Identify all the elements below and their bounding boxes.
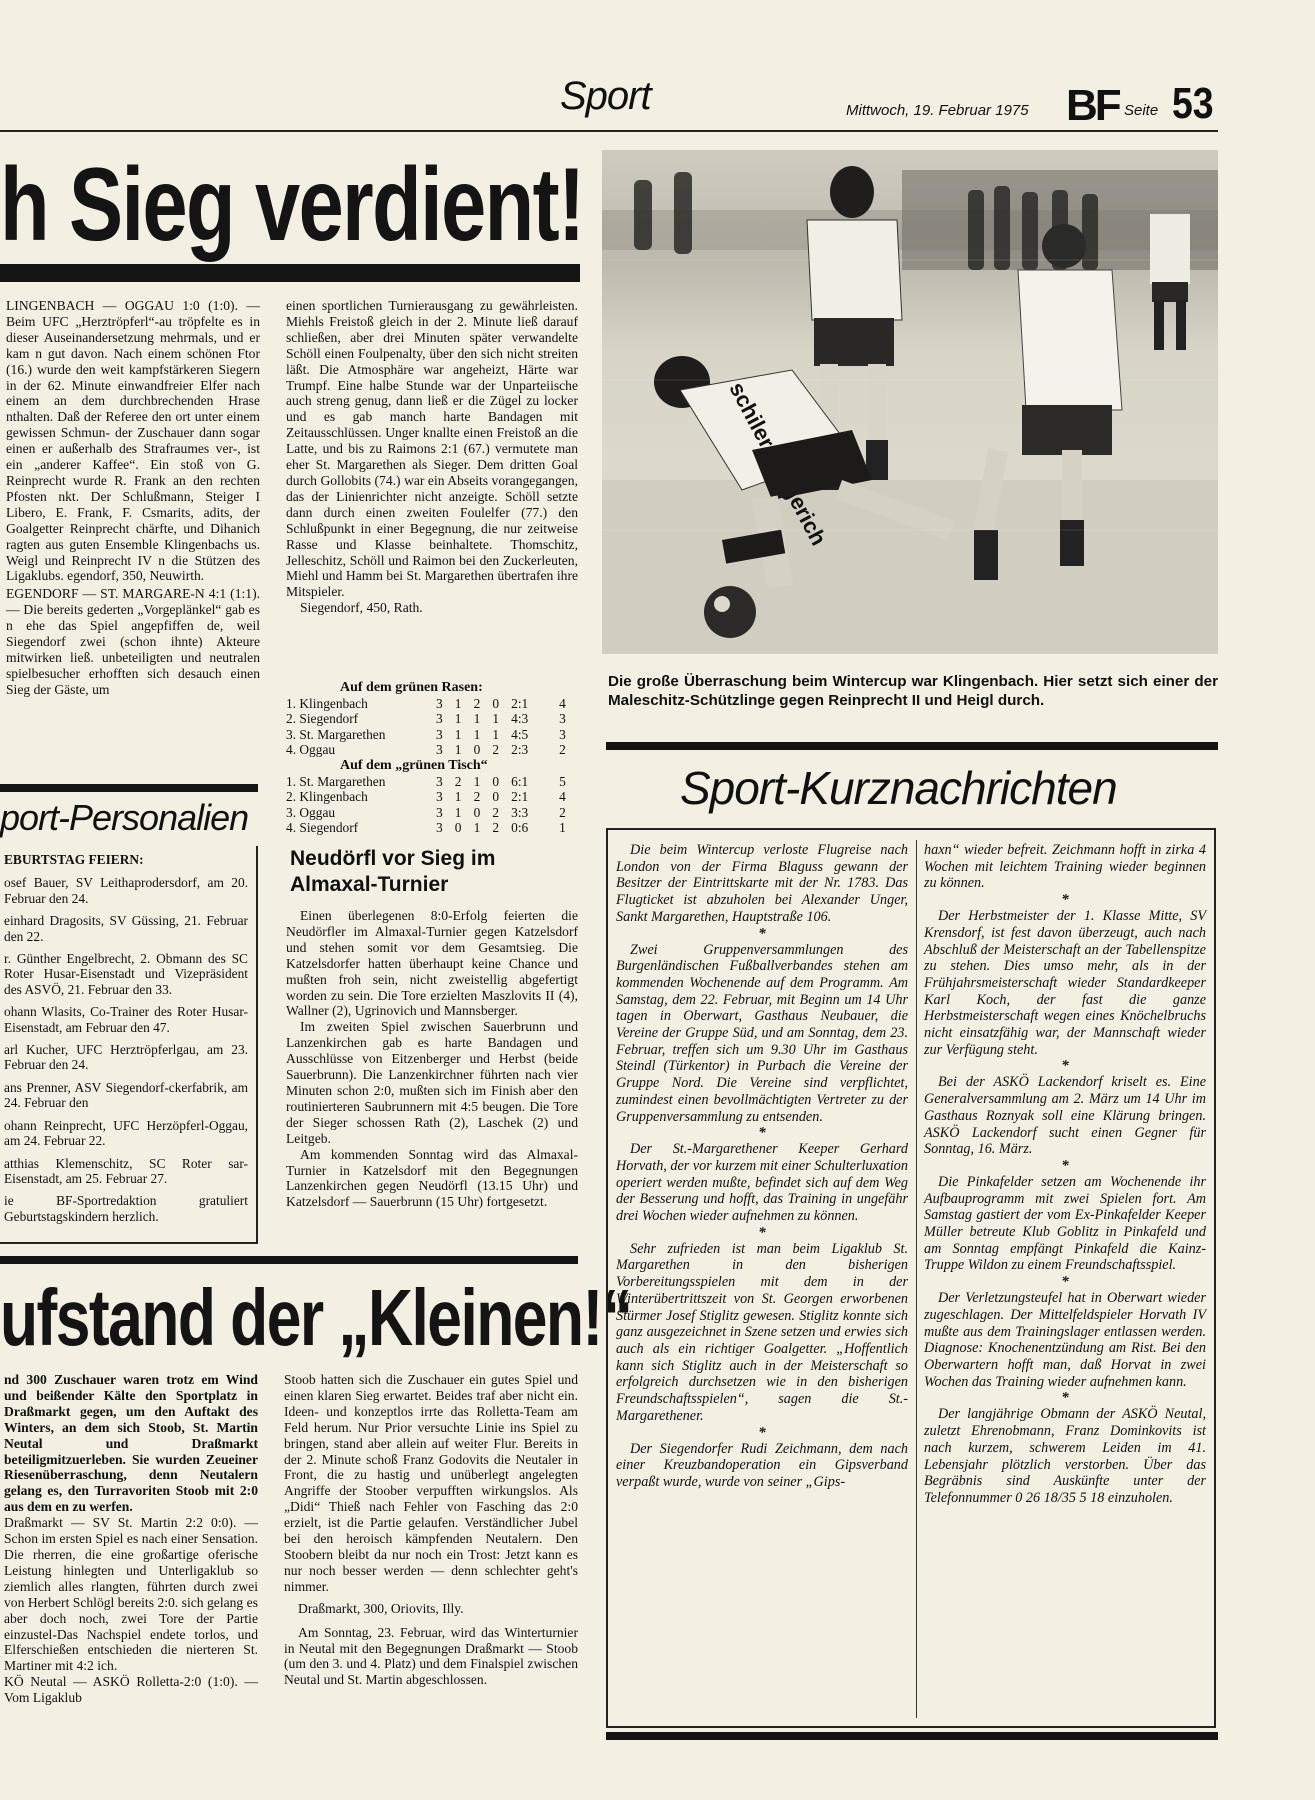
table-cell: 1 [473, 820, 481, 836]
table-cell: 3 [436, 742, 443, 758]
page-number: 53 [1172, 79, 1214, 128]
kurz-item: Der Herbstmeister der 1. Klasse Mitte, SV Krensdorf, ist fest davon überzeugt, auch nach Abschluß der Meisterschaft an der Tabellenspitze zu stehen. Dies umso mehr, als in der Frühjahrsmeisterschaft wieder Standardkeeper Karl Koch, der fast die ganze Herbstmeisterschaft wegen eines Knöchelbruchs nicht einsatzfähig war, der Mannschaft wieder zur Verfügung steht. [924, 908, 1206, 1058]
table-cell: 0 [454, 820, 462, 836]
article1-col2 [286, 298, 578, 616]
kurz-separator: * [1061, 1058, 1069, 1075]
kleinen-col2c-text: Am Sonntag, 23. Februar, wird das Winterturnier in Neutal mit den Begegnungen Draßmarkt — Stoob (um den 3. und 4. Platz) und dem Finalspiel zwischen Neutal und St. Martin abgeschlossen. [284, 1624, 578, 1688]
table-cell: 2 [454, 774, 462, 789]
headline-sieg-verdient: h Sieg verdient! [0, 147, 584, 263]
table-cell: 3 [436, 774, 443, 789]
table-cell: 1 [473, 726, 481, 742]
table-row [286, 820, 578, 835]
kurz-item: haxn“ wieder befreit. Zeichmann hofft in zirka 4 Wochen mit leichtem Training wieder beginnen zu können. [924, 842, 1206, 892]
kurz-right [924, 842, 1206, 1507]
headline2-bar [0, 1256, 578, 1264]
table-cell: 1. Klingenbach [286, 696, 368, 711]
table-cell: 2. Siegendorf [286, 711, 359, 727]
table-tisch [286, 774, 578, 836]
table-cell: 1 [492, 726, 500, 742]
personalien-top-bar [0, 784, 258, 792]
table-cell: 1 [454, 742, 462, 758]
table-cell: 3 [436, 696, 443, 711]
table-cell: 3 [436, 711, 443, 727]
kleinen-col1b-text: Draßmarkt — SV St. Martin 2:2 0:0). — Schon im ersten Spiel es nach einer Sensation. Die rherren, die eine großartige oferische Leistung hinlegten und Unterligaklub so ziemlich alles rlangten, führten durch zwei von Herbert Schlögl bereits 2:0. sich gelang es aber doch noch, zwei Tore der Partie einzustel-Das Nachspiel endete torlos, und Elferschießen entschieden die nierteren St. Martiner mit 4:2 ich. [4, 1515, 258, 1674]
personalien-item: einhard Dragosits, SV Güssing, 21. Februar den 22. [4, 913, 248, 944]
headline1-bar [0, 264, 580, 282]
table-cell: 2 [559, 742, 566, 758]
kurz-separator: * [758, 1424, 766, 1441]
table-cell: 3 [436, 804, 443, 820]
kurz-item: Die Pinkafelder setzen am Wochenende ihr Aufbauprogramm mit zwei Spielen fort. Am Samstag gastiert der vom Ex-Pinkafelder Keeper Müller betreute Klub Goblitz in Pinkafeld und am Sonntag empfängt Pinkafeld die Kainz-Truppe Wildon zu einem Freundschaftsspiel. [924, 1173, 1206, 1274]
table-row [286, 805, 578, 820]
table-cell: 1 [473, 711, 481, 727]
table-cell: 4 [559, 789, 566, 805]
table-row [286, 696, 578, 711]
table-row [286, 742, 578, 757]
table-row [286, 774, 578, 789]
article1-col1-text: LINGENBACH — OGGAU 1:0 (1:0). — Beim UFC „Herztröpferl“-au tröpfelte es in dieser Auseinandersetzung mehrmals, und er kam n gut davon. Nach einem schönen Ftor (16.) wurde den weit kampfstärkeren Siegern in der 62. Minute einwandfreier Elfer nach einem an dem durchbrechenden Hrase nthalten. Daß der Referee den ort unter einem gewissen Schmun- der Zuschauer dann sogar einen er außerhalb des Strafraumes ver-, ist ein „anderer Kaffee“. Ein stoß von G. Reinprecht wurde R. Frank an den rechten Pfosten nkt. Der Schlußmann, Steiger I Libero, E. Frank, F. Csmarits, adits, der Goalgetter Reinprecht chärfte, und Dihanich ragten aus guten Ensemble Klingenbachs us. Weigl und Reinprecht IV n die Stützen des Ligaklubs. egendorf, 350, Neuwirth. [6, 298, 260, 584]
table-cell: 2 [473, 696, 481, 711]
table-cell: 0:6 [511, 820, 529, 836]
personalien-item: osef Bauer, SV Leithaprodersdorf, am 20. Februar den 24. [4, 875, 248, 906]
table-cell: 3. St. Margarethen [286, 726, 386, 742]
table-cell: 4. Oggau [286, 742, 336, 758]
kurz-item: Der langjährige Obmann der ASKÖ Neutal, zuletzt Ehrenobmann, Franz Dominkovits ist nach kurzem, schwerem Leiden im 41. Lebensjahr plötzlich verstorben. Über das Begräbnis sind Auskünfte unter der Telefonnummer 0 26 18/35 5 18 einzuholen. [924, 1406, 1206, 1506]
table-cell: 4:5 [511, 726, 529, 742]
neudoerfl-p3: Am kommenden Sonntag wird das Almaxal-Turnier in Katzelsdorf mit den Begegnungen Lanzenkirchen gegen Neudörfl (13.15 Uhr) und Katzelsdorf — Sauerbrunn (15 Uhr) fortgesetzt. [286, 1146, 578, 1210]
article1-col2-text: einen sportlichen Turnierausgang zu gewährleisten. Miehls Freistoß gleich in der 2. Minute ließ darauf schließen, aber drei Minuten später verwandelte Schöll einen Foulpenalty, über den sich nicht streiten läßt. Die Atmosphäre war angeheizt, Härte war Trumpf. Eine halbe Stunde war der Unparteiische auch streng genug, dann ließ er die Zügel zu locker und es gab manch harte Bandagen mit Zeitausschlüssen. Unger knallte einen Freistoß an die Latte, und bis zu Raimons 2:1 (67.) vermutete man eher St. Margarethen als Sieger. Dem dritten Goal durch Gollobits (74.) war ein Abseits vorangegangen, das der Linienrichter nicht anzeigte. Schöll setzte dann durch einen zweiten Foulelfer (77.) den Schlußpunkt in einer Begegnung, die nur zeitweise Rasse und Klasse beinhaltete. Thomschitz, Jelleschitz, Schöll und Raimon bei den Zuckerleuten, Miehl und Hamm bei St. Margarethen übertrafen ihre Mitspieler. [286, 298, 578, 600]
personalien-outro: ie BF-Sportredaktion gratuliert Geburtstagskindern herzlich. [4, 1193, 248, 1224]
neudoerfl-body [286, 908, 578, 1210]
page-label: Seite [1124, 102, 1159, 119]
kleinen-col1 [4, 1372, 258, 1706]
kurz-title: Sport-Kurznachrichten [680, 762, 1117, 814]
kleinen-col1-text: nd 300 Zuschauer waren trotz em Wind und beißender Kälte den Sportplatz in Draßmarkt gegen, um den Auftakt des Winters, an dem sich Stoob, St. Martin Neutal und Draßmarkt beteiligmitzuerleben. Sie wurden Zeueiner Riesenüberraschung, denn Neutalern gelang es, den Turravoriten Stoob mit 2:0 aus dem en zu werfen. [4, 1372, 258, 1515]
table-cell: 2 [492, 820, 500, 836]
table-cell: 0 [473, 742, 481, 758]
personalien-item: ohann Wlasits, Co-Trainer des Roter Husar-Eisenstadt, am Februar den 47. [4, 1004, 248, 1035]
neudoerfl-p1: Einen überlegenen 8:0-Erfolg feierten die Neudörfler im Almaxal-Turnier gegen Katzelsdorf und stehen somit vor dem Gesamtsieg. Die Katzelsdorfer hatten überhaupt keine Chance und mußten froh sein, nicht zweistellig abgefertigt worden zu sein. Die Tore erzielten Maszlovits II (4), Wallner (2), Ugrinovich und Mannsberger. [286, 908, 578, 1019]
table-cell: 1 [492, 711, 500, 727]
section-title: Sport [560, 74, 651, 118]
header-rule [0, 130, 1218, 132]
table-cell: 3 [559, 726, 566, 742]
table-cell: 0 [492, 789, 500, 805]
personalien-item: atthias Klemenschitz, SC Roter sar-Eisenstadt, am 25. Februar 27. [4, 1155, 248, 1186]
table-row [286, 727, 578, 742]
photo-caption: Die große Überraschung beim Wintercup war Klingenbach. Hier setzt sich einer der Maleschitz-Schützlinge gegen Reinprecht II und Heigl durch. [608, 673, 1218, 709]
personalien-title: port-Personalien [0, 797, 249, 838]
kurz-top-bar [606, 742, 1218, 750]
kurz-item: Der Verletzungsteufel hat in Oberwart wieder zugeschlagen. Der Mittelfeldspieler Horvath IV mußte aus dem Trainingslager entlassen werden. Diagnose: Knochenentzündung am Rist. Bei den Oberwartern hofft man, daß Horvat in zwei Wochen das Training wieder aufnehmen kann. [924, 1290, 1206, 1390]
kurz-item: Zwei Gruppenversammlungen des Burgenländischen Fußballverbandes stehen am kommenden Wochenende auf dem Programm. Am Samstag, dem 22. Februar, mit Beginn um 14 Uhr tagen in Oberwart, Gasthaus Neubauer, die Vereine der Gruppe Süd, und am Sonntag, dem 23. Februar, treffen sich um 9.30 Uhr im Gasthaus Steindl (Türkentor) in Purbach die Vereine der Gruppe Nord. Die Vereine sind verpflichtet, zumindest einen bevollmächtigten Vertreter zu der Gruppenversammlung zu entsenden. [616, 941, 908, 1125]
kurz-item: Bei der ASKÖ Lackendorf kriselt es. Eine Generalversammlung am 2. März um 14 Uhr im Gasthaus Roznyak soll eine Klärung bringen. ASKÖ Lackendorf sucht einen Gegner für Sonntag, 16. März. [924, 1074, 1206, 1158]
kurz-separator: * [1061, 1157, 1069, 1174]
kurz-separator: * [758, 1224, 766, 1241]
table-cell: 3 [436, 726, 443, 742]
table-cell: 1 [473, 774, 481, 789]
headline-aufstand: ufstand der „Kleinen!“ [0, 1273, 632, 1362]
table-cell: 4:3 [511, 711, 529, 727]
kurz-item: Die beim Wintercup verloste Flugreise nach London von der Firma Blaguss gewann der Besitzer der Eintrittskarte mit der Nr. 1783. Das Flugticket ist abzuholen bei Alexander Unger, Sankt Margarethen, Hauptstraße 106. [616, 842, 908, 925]
table-cell: 1 [454, 711, 462, 727]
kleinen-col2 [284, 1372, 578, 1688]
kurz-bottom-bar [606, 1732, 1218, 1740]
table-cell: 3:3 [511, 804, 529, 820]
table-cell: 2:3 [511, 742, 529, 758]
article1-col1b-text: EGENDORF — ST. MARGARE-N 4:1 (1:1). — Die bereits gederten „Vorgeplänkel“ gab es n ehe das Spiel angepfiffen de, weil Siegendorf zwei (schon ihnte) Akteure mitwirken ließ. unbeteiligten und neutralen spielbesucher erhofften sich desauch einen Sieg der Gäste, um [6, 586, 260, 697]
personalien-item: arl Kucher, UFC Herztröpferlgau, am 23. Februar den 24. [4, 1042, 248, 1073]
table-cell: 2 [473, 789, 481, 805]
table-row [286, 789, 578, 804]
table-cell: 1 [454, 726, 462, 742]
kurz-item: Der Siegendorfer Rudi Zeichmann, dem nach einer Kreuzbandoperation ein Gipsverband verpaßt wurde, wurde von seiner „Gips- [616, 1440, 908, 1490]
kurz-separator: * [758, 925, 766, 942]
kurz-separator: * [1061, 1274, 1069, 1291]
table-cell: 2 [492, 804, 500, 820]
kleinen-col2b-text: Draßmarkt, 300, Oriovits, Illy. [298, 1600, 464, 1616]
table-cell: 2. Klingenbach [286, 789, 368, 805]
neudoerfl-p2: Im zweiten Spiel zwischen Sauerbrunn und Lanzenkirchen gab es harte Bandagen und Ausschlüsse von Eitzenberger und Herbst (beide Sauerbrunn). Die Lanzenkirchner führten nach vier Minuten schon 2:0, mußten sich im Finish aber den routinierteren Saubrunnern mit 4:5 beugen. Die Tore der Sieger schossen Rath (2), Laschek (2) und Leitgeb. [286, 1019, 578, 1146]
table-cell: 0 [492, 774, 500, 789]
table-cell: 1. St. Margarethen [286, 774, 386, 789]
table-cell: 4 [559, 696, 566, 711]
table-rasen-title: Auf dem grünen Rasen: [340, 680, 483, 695]
table-cell: 2 [492, 742, 500, 758]
kleinen-col2-text: Stoob hatten sich die Zuschauer ein gutes Spiel und einen klaren Sieg erwartet. Beides traf aber nicht ein. Ideen- und konzeptlos irrte das Rolletta-Team am Feld herum. Nur Prior versuchte Linie ins Spiel zu bringen, stand aber allein auf weiter Flur. Bereits in der 2. Minute schoß Franz Godovits die Neutaler in Front, die zu hastig und unüberlegt angelegten Angriffe der Stoober verpufften wirkungslos. Als „Didi“ Thieß nach Fehler von Fasching das 2:0 erzielt, ist die Partie gelaufen. Verständlicher Jubel bei den heroisch kämpfenden Neutalern. Den Stoobern bleibt da nur noch ein Trost: Jetzt kann es nur noch besser werden — denn schlechter geht's nimmer. [284, 1372, 578, 1594]
table-cell: 0 [492, 696, 500, 711]
match-photo [602, 150, 1218, 654]
kurz-separator: * [1061, 892, 1069, 909]
issue-date: Mittwoch, 19. Februar 1975 [846, 102, 1029, 119]
personalien-intro: EBURTSTAG FEIERN: [4, 852, 144, 867]
table-cell: 5 [559, 774, 566, 789]
shirt-lettering: schilerei Ingerich [724, 377, 832, 550]
table-cell: 2:1 [511, 789, 529, 805]
kleinen-col1c-text: KÖ Neutal — ASKÖ Rolletta-2:0 (1:0). — Vom Ligaklub [4, 1674, 258, 1706]
match-photo-svg [602, 150, 1218, 654]
personalien-item: r. Günther Engelbrecht, 2. Obmann des SC Roter Husar-Eisenstadt und Vizepräsident des ASVÖ, 21. Februar den 33. [4, 951, 248, 997]
table-cell: 3. Oggau [286, 804, 336, 820]
table-cell: 3 [436, 789, 443, 805]
table-cell: 4. Siegendorf [286, 820, 359, 836]
kurz-item: Der St.-Margarethener Keeper Gerhard Horvath, der vor kurzem mit einer Schulterluxation operiert werden mußte, befindet sich auf dem Weg der Besserung und hofft, das Training in ungefähr drei Wochen wieder aufnehmen zu können. [616, 1141, 908, 1225]
kurz-item: Sehr zufrieden ist man beim Ligaklub St. Margarethen in den bisherigen Vorbereitungsspielen mit dem in der Winterübertrittszeit von St. Georgen erworbenen Stürmer Josef Stiglitz gewesen. Stiglitz konnte sich ganz ausgezeichnet in Szene setzen und erwies sich auch als ein richtiger Goalgetter. „Hoffentlich kann sich Stiglitz auch in der Meisterschaft so erfolgreich durchsetzen wie in den bisherigen Freundschaftsspielen“, sagen die St.-Margarethener. [616, 1240, 908, 1424]
table-cell: 1 [454, 696, 462, 711]
table-cell: 3 [436, 820, 443, 836]
personalien-item: ans Prenner, ASV Siegendorf-ckerfabrik, am 24. Februar den [4, 1079, 248, 1111]
table-cell: 2:1 [511, 696, 529, 711]
kurz-separator: * [1061, 1390, 1069, 1407]
table-cell: 3 [559, 711, 566, 727]
kurz-separator: * [758, 1125, 766, 1142]
table-tisch-title: Auf dem „grünen Tisch“ [340, 758, 488, 773]
kurz-divider [916, 840, 917, 1718]
personalien-list [4, 852, 248, 1224]
bf-logo: BF [1066, 81, 1119, 130]
article1-col2-end: Siegendorf, 450, Rath. [300, 600, 423, 616]
personalien-item: ohann Reinprecht, UFC Herzöpferl-Oggau, am 24. Februar 22. [4, 1117, 248, 1149]
table-cell: 0 [473, 804, 481, 820]
table-row [286, 711, 578, 726]
kurz-left [616, 842, 908, 1491]
table-rasen [286, 696, 578, 758]
table-cell: 1 [559, 820, 566, 836]
table-cell: 6:1 [511, 774, 529, 789]
neudoerfl-title: Neudörfl vor Sieg im Almaxal-Turnier [290, 847, 496, 896]
table-cell: 2 [559, 804, 566, 820]
table-cell: 1 [454, 804, 462, 820]
table-cell: 1 [454, 789, 462, 805]
article1-col1 [6, 298, 260, 698]
